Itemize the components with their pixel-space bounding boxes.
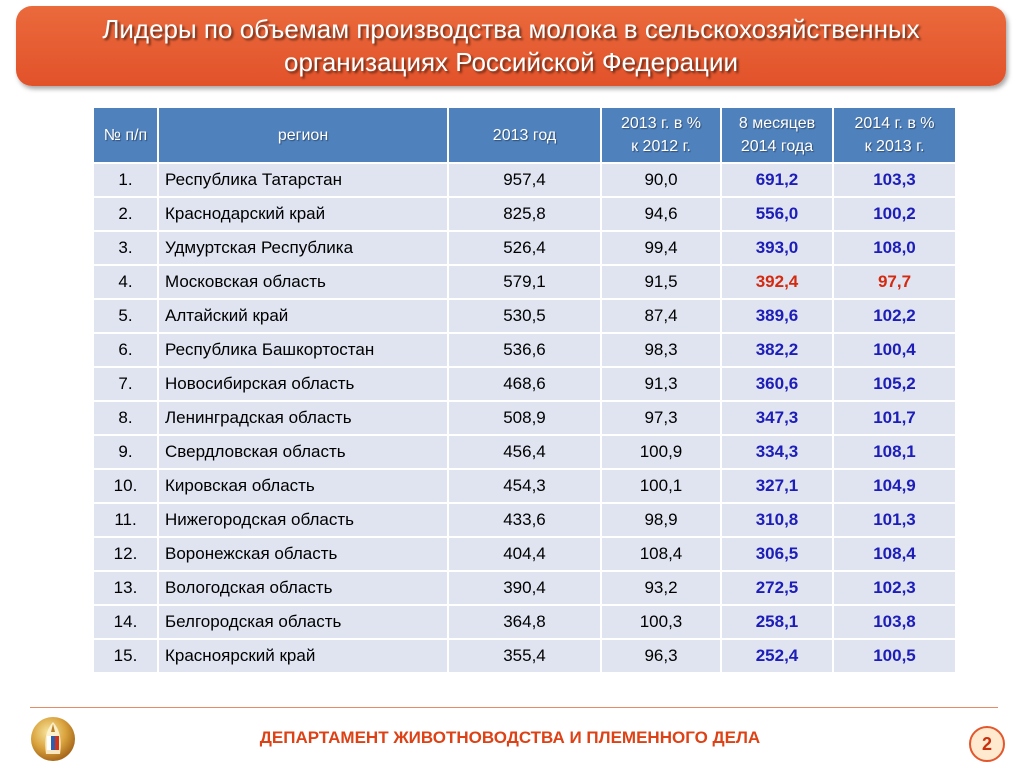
- table-row: [93, 231, 956, 265]
- cell-num: 9.: [93, 435, 158, 469]
- cell-8months-2014: 327,1: [721, 469, 833, 503]
- cell-2013: 456,4: [448, 435, 601, 469]
- cell-num: 3.: [93, 231, 158, 265]
- cell-num: 12.: [93, 537, 158, 571]
- cell-2013: 530,5: [448, 299, 601, 333]
- cell-region: Краснодарский край: [158, 197, 448, 231]
- header-2014-pct: 2014 г. в % к 2013 г.: [833, 107, 956, 163]
- cell-2014-pct: 103,3: [833, 163, 956, 197]
- cell-2013-pct: 90,0: [601, 163, 721, 197]
- page-title: [102, 13, 919, 79]
- cell-2013: 433,6: [448, 503, 601, 537]
- cell-8months-2014: 258,1: [721, 605, 833, 639]
- cell-num: 8.: [93, 401, 158, 435]
- header-num: № п/п: [93, 107, 158, 163]
- cell-2013: 508,9: [448, 401, 601, 435]
- cell-num: 11.: [93, 503, 158, 537]
- cell-num: 10.: [93, 469, 158, 503]
- header-region: регион: [158, 107, 448, 163]
- cell-2013-pct: 100,3: [601, 605, 721, 639]
- cell-2013-pct: 91,5: [601, 265, 721, 299]
- table-row: [93, 639, 956, 673]
- cell-2013: 404,4: [448, 537, 601, 571]
- cell-2013-pct: 99,4: [601, 231, 721, 265]
- cell-8months-2014: 272,5: [721, 571, 833, 605]
- cell-2014-pct: 97,7: [833, 265, 956, 299]
- cell-2013-pct: 97,3: [601, 401, 721, 435]
- footer-divider: [30, 707, 998, 708]
- cell-8months-2014: 252,4: [721, 639, 833, 673]
- cell-num: 4.: [93, 265, 158, 299]
- table-row: [93, 469, 956, 503]
- table-row: [93, 537, 956, 571]
- title-line-1: Лидеры по объемам производства молока в сельскохозяйственных: [102, 14, 920, 44]
- cell-region: Московская область: [158, 265, 448, 299]
- cell-2014-pct: 100,2: [833, 197, 956, 231]
- cell-region: Республика Башкортостан: [158, 333, 448, 367]
- table-row: [93, 367, 956, 401]
- cell-2013-pct: 100,1: [601, 469, 721, 503]
- page-number-badge: 2: [969, 726, 1005, 762]
- cell-2013: 454,3: [448, 469, 601, 503]
- cell-2014-pct: 101,3: [833, 503, 956, 537]
- cell-2013-pct: 108,4: [601, 537, 721, 571]
- cell-8months-2014: 347,3: [721, 401, 833, 435]
- table-row: [93, 265, 956, 299]
- cell-8months-2014: 310,8: [721, 503, 833, 537]
- cell-8months-2014: 556,0: [721, 197, 833, 231]
- cell-region: Ленинградская область: [158, 401, 448, 435]
- cell-num: 1.: [93, 163, 158, 197]
- cell-8months-2014: 392,4: [721, 265, 833, 299]
- cell-2014-pct: 104,9: [833, 469, 956, 503]
- table-row: [93, 401, 956, 435]
- cell-2013-pct: 94,6: [601, 197, 721, 231]
- cell-2013-pct: 91,3: [601, 367, 721, 401]
- cell-num: 2.: [93, 197, 158, 231]
- cell-2013: 390,4: [448, 571, 601, 605]
- cell-num: 6.: [93, 333, 158, 367]
- table-header-row: [93, 107, 956, 163]
- cell-2013: 526,4: [448, 231, 601, 265]
- title-banner: [16, 6, 1006, 86]
- cell-num: 5.: [93, 299, 158, 333]
- header-8months-2014: 8 месяцев 2014 года: [721, 107, 833, 163]
- cell-2014-pct: 102,3: [833, 571, 956, 605]
- cell-2013: 536,6: [448, 333, 601, 367]
- cell-2013-pct: 96,3: [601, 639, 721, 673]
- cell-8months-2014: 389,6: [721, 299, 833, 333]
- cell-2013: 468,6: [448, 367, 601, 401]
- cell-2014-pct: 102,2: [833, 299, 956, 333]
- cell-2014-pct: 105,2: [833, 367, 956, 401]
- cell-2013-pct: 98,9: [601, 503, 721, 537]
- cell-region: Белгородская область: [158, 605, 448, 639]
- cell-region: Воронежская область: [158, 537, 448, 571]
- cell-8months-2014: 360,6: [721, 367, 833, 401]
- cell-8months-2014: 691,2: [721, 163, 833, 197]
- cell-num: 15.: [93, 639, 158, 673]
- cell-region: Удмуртская Республика: [158, 231, 448, 265]
- table-row: [93, 299, 956, 333]
- cell-region: Нижегородская область: [158, 503, 448, 537]
- table-row: [93, 197, 956, 231]
- cell-2014-pct: 103,8: [833, 605, 956, 639]
- cell-2014-pct: 108,4: [833, 537, 956, 571]
- cell-region: Республика Татарстан: [158, 163, 448, 197]
- cell-2013: 579,1: [448, 265, 601, 299]
- cell-8months-2014: 334,3: [721, 435, 833, 469]
- cell-2013: 825,8: [448, 197, 601, 231]
- cell-8months-2014: 306,5: [721, 537, 833, 571]
- header-2013-pct: 2013 г. в % к 2012 г.: [601, 107, 721, 163]
- table-row: [93, 605, 956, 639]
- milk-production-table: [92, 106, 957, 674]
- ministry-emblem-icon: [30, 716, 76, 762]
- cell-region: Свердловская область: [158, 435, 448, 469]
- cell-region: Вологодская область: [158, 571, 448, 605]
- table-row: [93, 435, 956, 469]
- cell-region: Кировская область: [158, 469, 448, 503]
- cell-num: 14.: [93, 605, 158, 639]
- table-row: [93, 333, 956, 367]
- table-row: [93, 163, 956, 197]
- cell-region: Новосибирская область: [158, 367, 448, 401]
- cell-region: Алтайский край: [158, 299, 448, 333]
- cell-2014-pct: 101,7: [833, 401, 956, 435]
- cell-2013: 957,4: [448, 163, 601, 197]
- table-row: [93, 571, 956, 605]
- cell-2014-pct: 108,0: [833, 231, 956, 265]
- cell-2013: 364,8: [448, 605, 601, 639]
- cell-2013-pct: 100,9: [601, 435, 721, 469]
- cell-2014-pct: 100,4: [833, 333, 956, 367]
- cell-8months-2014: 393,0: [721, 231, 833, 265]
- table-row: [93, 503, 956, 537]
- cell-num: 13.: [93, 571, 158, 605]
- cell-8months-2014: 382,2: [721, 333, 833, 367]
- table-body: [93, 163, 956, 673]
- header-2013: 2013 год: [448, 107, 601, 163]
- cell-2014-pct: 100,5: [833, 639, 956, 673]
- cell-2014-pct: 108,1: [833, 435, 956, 469]
- title-line-2: организациях Российской Федерации: [284, 47, 738, 77]
- department-name: ДЕПАРТАМЕНТ ЖИВОТНОВОДСТВА И ПЛЕМЕННОГО ДЕЛА: [259, 728, 761, 747]
- cell-region: Красноярский край: [158, 639, 448, 673]
- cell-2013-pct: 93,2: [601, 571, 721, 605]
- cell-2013: 355,4: [448, 639, 601, 673]
- cell-2013-pct: 98,3: [601, 333, 721, 367]
- cell-num: 7.: [93, 367, 158, 401]
- cell-2013-pct: 87,4: [601, 299, 721, 333]
